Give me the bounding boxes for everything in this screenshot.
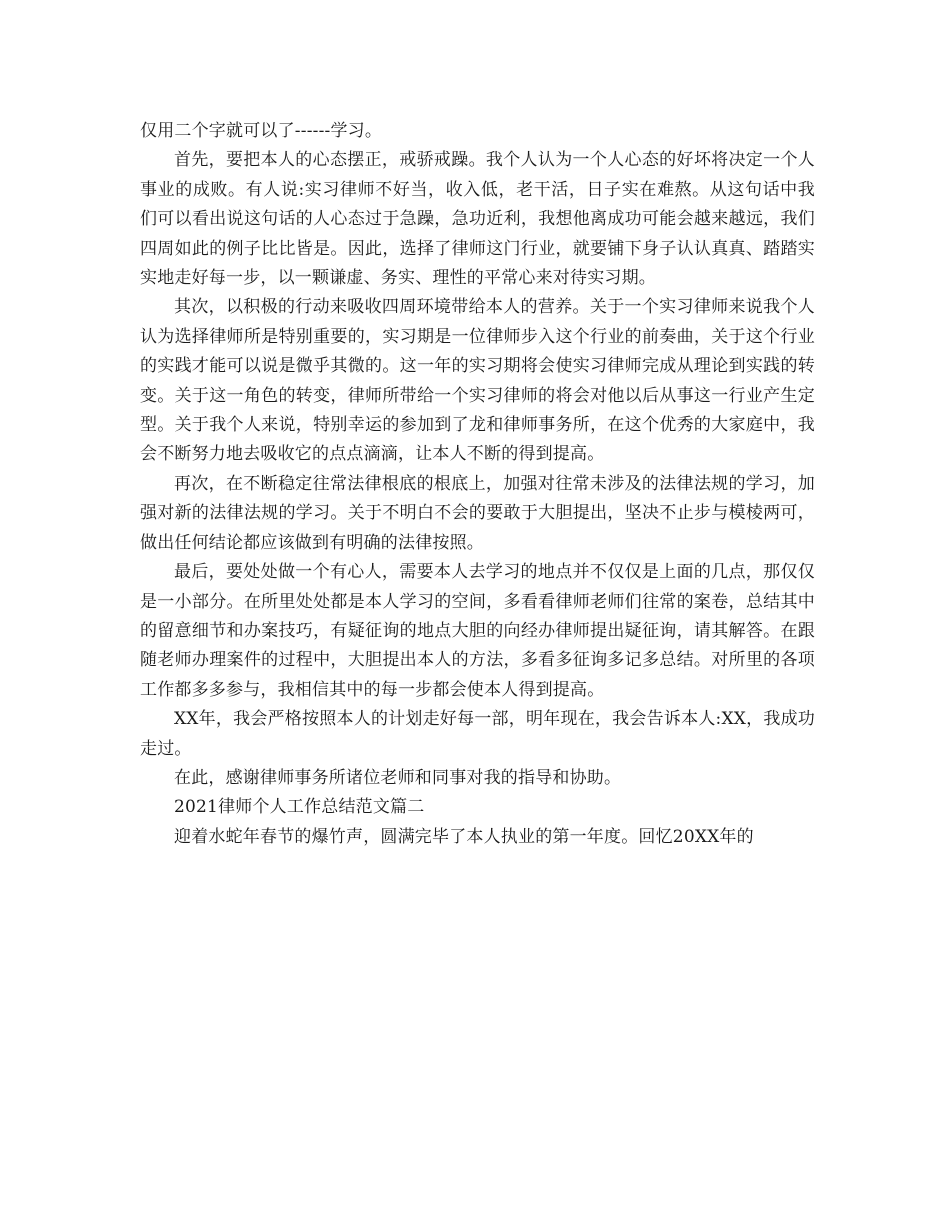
paragraph-last-point: 最后，要处处做一个有心人，需要本人去学习的地点并不仅仅是上面的几点，那仅仅是一小部分。在所里处处都是本人学习的空间，多看看律师老师们往常的案卷，总结其中的留意细节和办案技巧，有疑征询的地点大胆的向经办律师提出疑征询，请其解答。在跟随老师办理案件的过程中，大胆提出本人的方法，多看多征询多记多总结。对所里的各项工作都多多参与，我相信其中的每一步都会使本人得到提高。 [140, 562, 815, 700]
paragraph-third: 再次，在不断稳定往常法律根底的根底上，加强对往常未涉及的法律法规的学习，加强对新的法律法规的学习。关于不明白不会的要敢于大胆提出，坚决不止步与模棱两可，做出任何结论都应该做到有明确的法律按照。 [140, 473, 815, 553]
document-body [140, 117, 815, 852]
paragraph-second: 其次，以积极的行动来吸收四周环境带给本人的营养。关于一个实习律师来说我个人认为选择律师所是特别重要的，实习期是一位律师步入这个行业的前奏曲，关于这个行业的实践才能可以说是微乎其微的。这一年的实习期将会使实习律师完成从理论到实践的转变。关于这一角色的转变，律师所带给一个实习律师的将会对他以后从事这一行业产生定型。关于我个人来说，特别幸运的参加到了龙和律师事务所，在这个优秀的大家庭中，我会不断努力地去吸收它的点点滴滴，让本人不断的得到提高。 [140, 297, 815, 465]
paragraph-intro-tail: 仅用二个字就可以了------学习。 [140, 121, 383, 141]
section-heading: 2021律师个人工作总结范文篇二 [174, 797, 425, 818]
paragraph-plan: XX年，我会严格按照本人的计划走好每一部，明年现在，我会告诉本人:XX，我成功走过。 [140, 709, 815, 759]
paragraph-first: 首先，要把本人的心态摆正，戒骄戒躁。我个人认为一个人心态的好坏将决定一个人事业的成败。有人说:实习律师不好当，收入低，老干活，日子实在难熬。从这句话中我们可以看出说这句话的人心态过于急躁，急功近利，我想他离成功可能会越来越远，我们四周如此的例子比比皆是。因此，选择了律师这门行业，就要铺下身子认认真真、踏踏实实地走好每一步，以一颗谦虚、务实、理性的平常心来对待实习期。 [140, 150, 815, 289]
paragraph-next-section-start: 迎着水蛇年春节的爆竹声，圆满完毕了本人执业的第一年度。回忆20XX年的 [174, 826, 754, 847]
paragraph-thanks: 在此，感谢律师事务所诸位老师和同事对我的指导和协助。 [174, 767, 622, 788]
